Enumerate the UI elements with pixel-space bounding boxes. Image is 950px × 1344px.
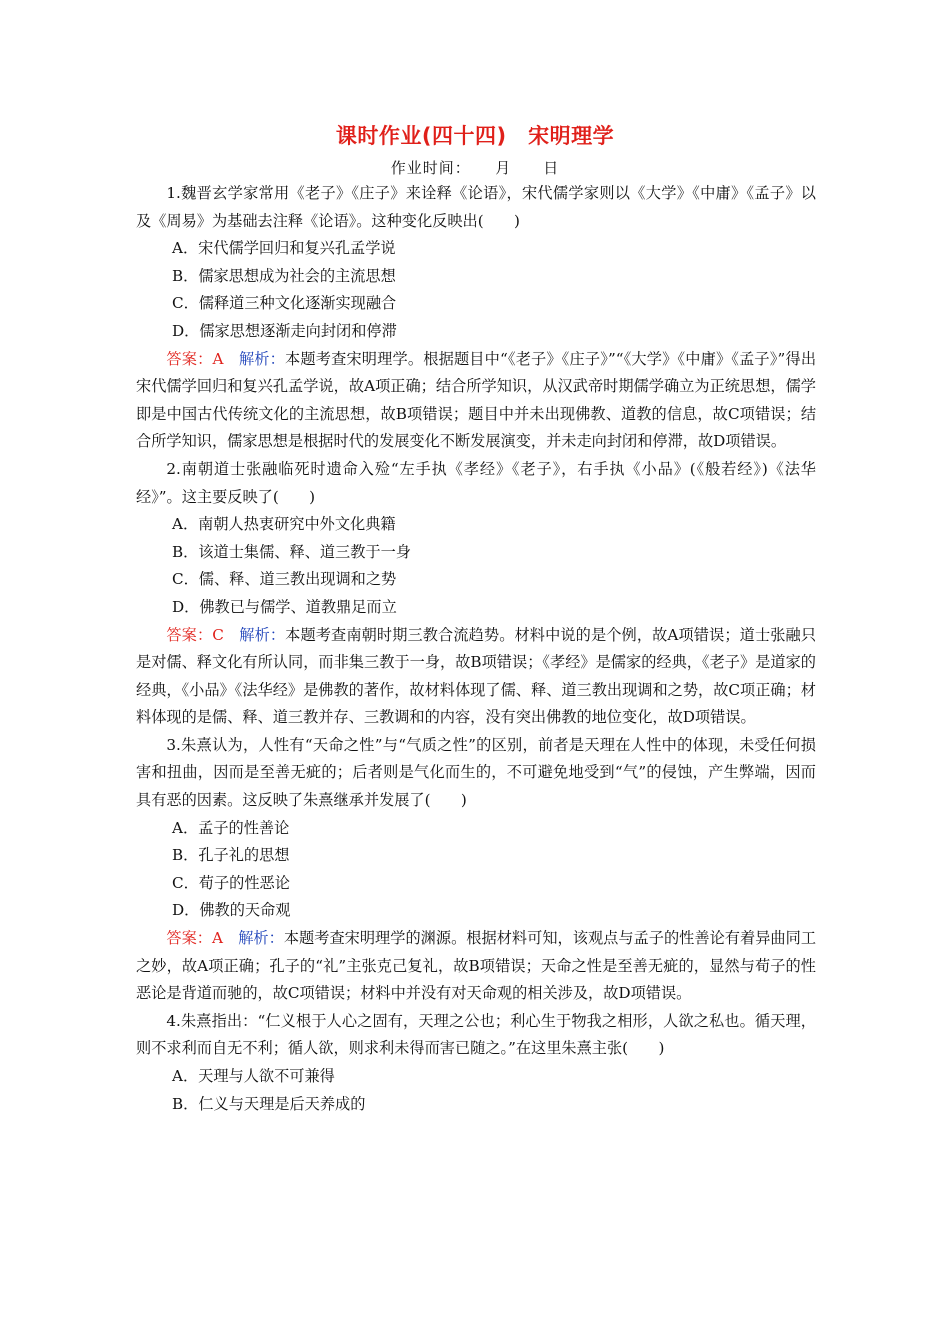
option-a: A．宋代儒学回归和复兴孔孟学说 bbox=[172, 239, 396, 258]
page-title: 课时作业(四十四) 宋明理学 bbox=[335, 124, 615, 148]
option-a: A．南朝人热衷研究中外文化典籍 bbox=[172, 515, 396, 534]
option-d: D．佛教已与儒学、道教鼎足而立 bbox=[172, 597, 397, 616]
analysis-text: 本题考查宋明理学。根据题目中“《老子》《庄子》”“《大学》《中庸》《孟子》”得出宋代儒学回归和复兴孔孟学说，故A项正确；结合所学知识，从汉武帝时期儒学确立为正统思想，儒学即是中国古代传统文化的主流思想，故B项错误；题目中并未出现佛教、道教的信息，故C项错误；结合所学知识，儒家思想是根据时代的发展变化不断发展演变，并未走向封闭和停滞，故D项错误。 bbox=[136, 349, 817, 451]
option-c: C．荀子的性恶论 bbox=[172, 873, 290, 892]
option-b: B．儒家思想成为社会的主流思想 bbox=[172, 266, 396, 285]
option-c: C．儒释道三种文化逐渐实现融合 bbox=[172, 294, 397, 313]
answer-label: 答案：A bbox=[166, 349, 239, 368]
question-1 bbox=[136, 180, 816, 456]
question-4 bbox=[136, 1008, 816, 1118]
question-3 bbox=[136, 732, 816, 1008]
assignment-date-line: 作业时间： 月 日 bbox=[390, 159, 560, 177]
analysis-label: 解析： bbox=[238, 929, 284, 948]
option-d: D．儒家思想逐渐走向封闭和停滞 bbox=[172, 321, 397, 340]
answer-label: 答案：A bbox=[166, 929, 239, 948]
option-c: C．儒、释、道三教出现调和之势 bbox=[172, 570, 397, 589]
option-a: A．孟子的性善论 bbox=[172, 818, 290, 837]
analysis-text: 本题考查宋明理学的渊源。根据材料可知，该观点与孟子的性善论有着异曲同工之妙，故A项正确；孔子的“礼”主张克己复礼，故B项错误；天命之性是至善无疵的，显然与荀子的性恶论是背道而驰的，故C项错误；材料中并没有对天命观的相关涉及，故D项错误。 bbox=[136, 929, 817, 1003]
option-d: D．佛教的天命观 bbox=[172, 901, 291, 920]
question-stem: 3.朱熹认为，人性有“天命之性”与“气质之性”的区别，前者是天理在人性中的体现，未受任何损害和扭曲，因而是至善无疵的；后者则是气化而生的，不可避免地受到“气”的侵蚀，产生弊端，因而具有恶的因素。这反映了朱熹继承并发展了( ) bbox=[136, 735, 816, 810]
option-b: B．仁义与天理是后天养成的 bbox=[172, 1094, 366, 1113]
question-list bbox=[136, 180, 816, 1118]
analysis-label: 解析： bbox=[238, 349, 286, 368]
answer-analysis bbox=[136, 622, 816, 732]
answer-analysis bbox=[136, 925, 816, 1008]
question-stem: 1.魏晋玄学家常用《老子》《庄子》来诠释《论语》，宋代儒学家则以《大学》《中庸》《孟子》以及《周易》为基础去注释《论语》。这种变化反映出( ) bbox=[136, 184, 816, 230]
option-b: B．该道士集儒、释、道三教于一身 bbox=[172, 542, 411, 561]
question-stem: 4.朱熹指出：“仁义根于人心之固有，天理之公也；利心生于物我之相形，人欲之私也。循天理，则不求利而自无不利；循人欲，则求利未得而害已随之。”在这里朱熹主张( ) bbox=[136, 1011, 816, 1058]
analysis-label: 解析： bbox=[239, 625, 286, 644]
answer-label: 答案：C bbox=[166, 625, 240, 644]
question-stem: 2.南朝道士张融临死时遗命入殓“左手执《孝经》《老子》，右手执《小品》(《般若经》)《法华经》”。这主要反映了( ) bbox=[136, 459, 816, 506]
analysis-text: 本题考查南朝时期三教合流趋势。材料中说的是个例，故A项错误；道士张融只是对儒、释文化有所认同，而非集三教于一身，故B项错误；《孝经》是儒家的经典，《老子》是道家的经典，《小品》《法华经》是佛教的著作，故材料体现了儒、释、道三教出现调和之势，故C项正确；材料体现的是儒、释、道三教并存、三教调和的内容，没有突出佛教的地位变化，故D项错误。 bbox=[136, 625, 817, 727]
answer-analysis bbox=[136, 346, 816, 456]
option-a: A．天理与人欲不可兼得 bbox=[172, 1067, 335, 1085]
option-b: B．孔子礼的思想 bbox=[172, 846, 290, 865]
question-2 bbox=[136, 456, 816, 732]
